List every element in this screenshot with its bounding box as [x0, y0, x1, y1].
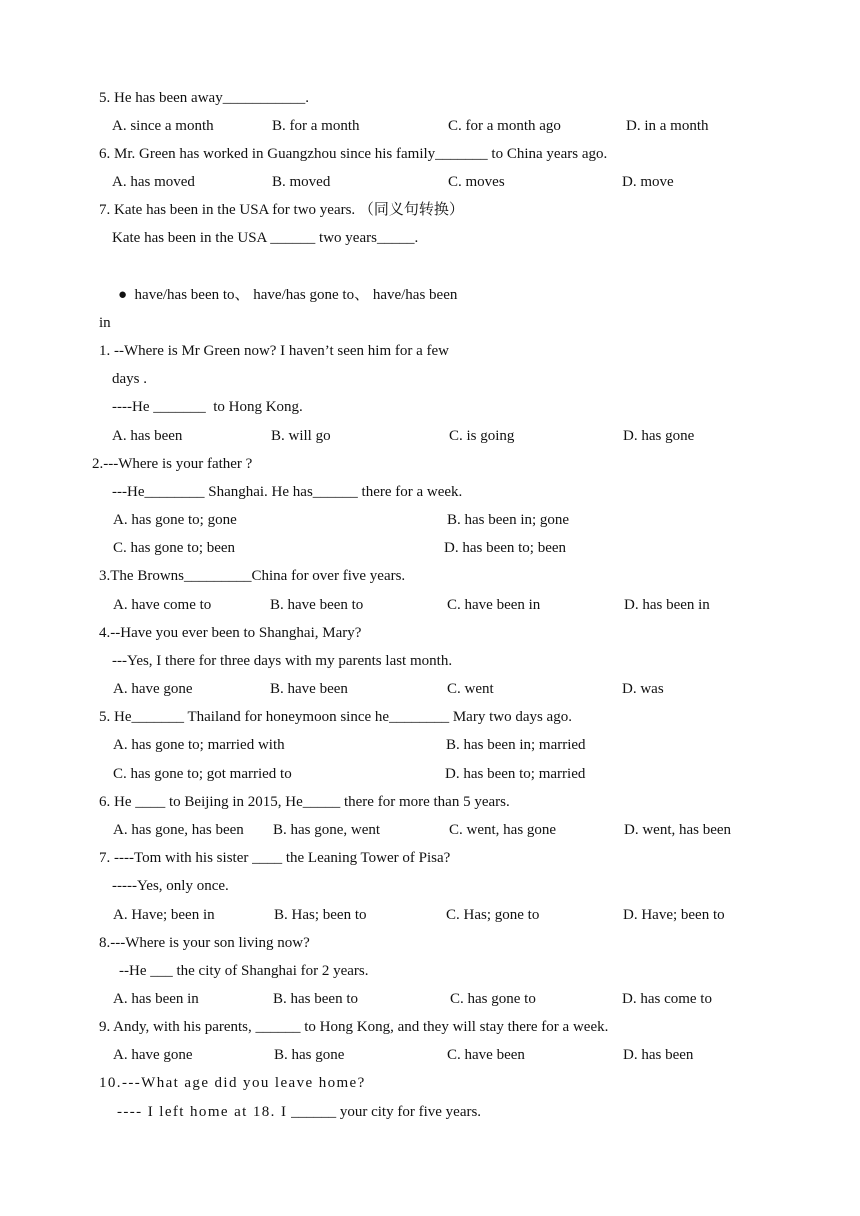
- answer-option: A. has gone to; gone: [113, 512, 237, 528]
- question-line: 8.---Where is your son living now?: [99, 935, 310, 951]
- answer-option: D. went, has been: [624, 822, 732, 838]
- answer-option: A. has been: [112, 428, 183, 444]
- answer-option: D. has been in: [624, 597, 710, 613]
- answer-option: B. Has; been to: [274, 907, 367, 923]
- answer-option: A. have come to: [113, 597, 212, 613]
- question-line: --He ___ the city of Shanghai for 2 years.: [119, 963, 369, 979]
- question-line: ---He________ Shanghai. He has______ there for a week.: [112, 484, 463, 500]
- answer-option: B. for a month: [272, 118, 360, 134]
- question-line: 6. Mr. Green has worked in Guangzhou since his family_______ to China years ago.: [99, 146, 608, 162]
- question-line: 5. He_______ Thailand for honeymoon since he________ Mary two days ago.: [99, 709, 572, 725]
- answer-option: A. Have; been in: [113, 907, 215, 923]
- answer-option: D. has come to: [622, 991, 712, 1007]
- answer-option: D. has been to; married: [445, 766, 586, 782]
- answer-option: C. is going: [449, 428, 515, 444]
- answer-option: C. have been in: [447, 597, 541, 613]
- answer-option: A. has gone, has been: [113, 822, 244, 838]
- answer-option: D. has been: [623, 1047, 694, 1063]
- answer-option: C. has gone to; got married to: [113, 766, 292, 782]
- question-line: 9. Andy, with his parents, ______ to Hong Kong, and they will stay there for a week.: [99, 1019, 609, 1035]
- question-line: -----Yes, only once.: [112, 878, 229, 894]
- question-line: Kate has been in the USA ______ two years_____.: [112, 230, 419, 246]
- answer-option: B. will go: [271, 428, 331, 444]
- question-line: in: [99, 315, 111, 331]
- answer-option: D. has gone: [623, 428, 695, 444]
- question-line: 3.The Browns_________China for over five years.: [99, 568, 406, 584]
- answer-option: A. since a month: [112, 118, 214, 134]
- answer-option: B. has gone: [274, 1047, 345, 1063]
- question-line: 7. Kate has been in the USA for two years. （同义句转换）: [99, 202, 464, 218]
- answer-option: A. has moved: [112, 174, 195, 190]
- answer-option: D. move: [622, 174, 674, 190]
- answer-option: A. has gone to; married with: [113, 737, 285, 753]
- question-line: 1. --Where is Mr Green now? I haven’t seen him for a few: [99, 343, 450, 359]
- answer-option: B. has been in; gone: [447, 512, 570, 528]
- answer-option: B. has gone, went: [273, 822, 381, 838]
- answer-option: B. has been to: [273, 991, 358, 1007]
- question-line: 7. ----Tom with his sister ____ the Leaning Tower of Pisa?: [99, 850, 451, 866]
- answer-option: C. went: [447, 681, 494, 697]
- question-line: 5. He has been away___________.: [99, 90, 309, 106]
- answer-option: D. in a month: [626, 118, 709, 134]
- answer-option: C. for a month ago: [448, 118, 561, 134]
- answer-option: B. have been: [270, 681, 348, 697]
- question-line: ---Yes, I there for three days with my parents last month.: [112, 653, 453, 669]
- answer-option: B. has been in; married: [446, 737, 586, 753]
- question-line: ---- I left home at 18. I ______ your city for five years.: [117, 1104, 482, 1120]
- answer-option: B. moved: [272, 174, 331, 190]
- answer-option: A. has been in: [113, 991, 199, 1007]
- answer-option: A. have gone: [113, 1047, 193, 1063]
- question-line: days .: [112, 371, 147, 387]
- answer-option: C. went, has gone: [449, 822, 557, 838]
- answer-option: C. Has; gone to: [446, 907, 540, 923]
- question-line: 6. He ____ to Beijing in 2015, He_____ there for more than 5 years.: [99, 794, 510, 810]
- question-line: 4.--Have you ever been to Shanghai, Mary?: [99, 625, 362, 641]
- answer-option: C. has gone to; been: [113, 540, 236, 556]
- question-line: 2.---Where is your father ?: [92, 456, 253, 472]
- answer-option: B. have been to: [270, 597, 364, 613]
- answer-option: D. has been to; been: [444, 540, 567, 556]
- answer-option: C. have been: [447, 1047, 525, 1063]
- question-line: ● have/has been to、 have/has gone to、 have/has been: [118, 287, 458, 303]
- answer-option: A. have gone: [113, 681, 193, 697]
- question-line: ----He _______ to Hong Kong.: [112, 399, 303, 415]
- answer-option: C. moves: [448, 174, 505, 190]
- answer-option: D. was: [622, 681, 664, 697]
- answer-option: C. has gone to: [450, 991, 536, 1007]
- answer-option: D. Have; been to: [623, 907, 725, 923]
- question-line: 10.---What age did you leave home?: [99, 1075, 366, 1091]
